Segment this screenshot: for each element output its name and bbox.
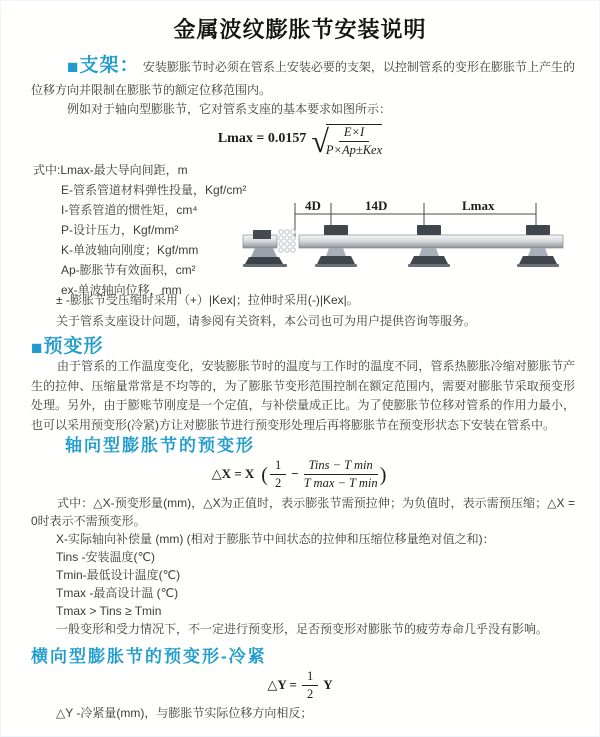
- right-paren: ): [379, 464, 387, 486]
- definition-line: Ap-膨胀节有效面积，cm²: [61, 263, 196, 277]
- lateral-subsection-heading: 横向型膨胀节的预变形-冷紧: [31, 647, 267, 666]
- section-square-icon: ■: [67, 57, 79, 78]
- fraction-denominator: 2: [274, 475, 282, 490]
- left-paren: (: [261, 464, 268, 486]
- dim-label-4d: 4D: [305, 198, 321, 213]
- formula-dy-rhs: Y: [323, 677, 333, 692]
- dim-label-14d: 14D: [365, 198, 388, 213]
- predeform-body-paragraph: 由于管系的工作温度变化，安装膨胀节时的温度与工作时的温度不同，管系热膨胀冷缩对膨胀节产生的拉伸、压缩量常常是不均等的，为了膨胀节变形范围控制在额定范围内，需要对膨胀节采取预变形处理。另外，由于膨账节刚度是一个定值，与补偿量成正比。为了使膨胀节位移对管系的作用力最小，也可以采用预变形(冷紧)方让对膨胀节进行预变形处理后再将膨胀节在预变形状态下安装在管系中。: [31, 359, 575, 432]
- definition-line: K-单波轴向刚度；Kgf/mm: [61, 243, 199, 257]
- formula-lmax-denominator: P×Ap±Kex: [325, 143, 383, 157]
- one-half-fraction: [270, 458, 286, 491]
- fraction-numerator: 1: [270, 458, 286, 475]
- predeform-section-heading: [31, 331, 104, 360]
- symbol-definition-list: [33, 160, 246, 300]
- definition-line: 式中:Lmax-最大导向间距，m: [33, 163, 188, 177]
- pipe-run: [299, 235, 563, 248]
- formula-delta-x: [1, 457, 599, 491]
- note-line: Tmax -最高设计温 (℃): [56, 586, 179, 601]
- section-square-icon: ■: [31, 338, 43, 359]
- formula-lmax-lhs: Lmax = 0.0157: [217, 131, 307, 146]
- bellows-icon: [279, 230, 295, 252]
- minus-sign: −: [291, 466, 299, 481]
- lateral-note-line: △Y -冷紧量(mm)，与膨胀节实际位移方向相反；: [56, 706, 313, 720]
- consult-note-line: 关于管系支座设计问题，请参阅有关资料，本公司也可为用户提供咨询等服务。: [56, 314, 477, 328]
- sqrt-radical-glyph: √: [311, 123, 329, 159]
- dim-label-lmax: Lmax: [462, 198, 495, 213]
- support-section-heading: 支架：: [79, 55, 140, 76]
- note-line: Tmin-最低设计温度(℃): [56, 568, 181, 583]
- one-half-fraction: [302, 669, 318, 702]
- axial-shizhong-paragraph: 式中：△X-预变形量(mm)，△X为正值时，表示膨张节需预拉伸；为负值时，表示需预压缩；△X = 0时表示不需预变形。: [31, 496, 575, 529]
- formula-delta-y: [1, 669, 599, 701]
- definition-line: E-管系管道材料弹性投量，Kgf/cm²: [61, 183, 247, 197]
- pipe-support-diagram: [241, 195, 566, 287]
- support-paragraph: [31, 55, 575, 101]
- note-line: Tmax > Tins ≥ Tmin: [56, 604, 162, 619]
- formula-lmax: [1, 121, 599, 157]
- formula-dx-lhs: △X = X: [211, 466, 255, 481]
- page-title: 金属波纹膨胀节安装说明: [173, 17, 427, 42]
- fraction-denominator: 2: [306, 686, 314, 701]
- axial-notes-list: [56, 530, 548, 639]
- fraction-numerator: 1: [302, 669, 318, 686]
- fraction-denominator: T max − T min: [303, 475, 378, 490]
- definition-line: I-管系管道的惯性矩，cm⁴: [61, 203, 198, 217]
- predeform-heading-text: 预变形: [43, 336, 104, 357]
- formula-lmax-fraction: [326, 124, 382, 158]
- definition-line: P-设计压力，Kgf/mm²: [61, 223, 179, 237]
- definition-line: ex-单波轴向位移，mm: [61, 283, 182, 297]
- formula-dy-lhs: △Y =: [267, 677, 297, 692]
- fraction-numerator: Tins − T min: [304, 458, 378, 475]
- note-line: Tins -安装温度(℃): [56, 550, 156, 565]
- support-example-line: 例如对于轴向型膨胀节，它对管系支座的基本要求如图所示：: [67, 102, 392, 116]
- note-line: 一般变形和受力情况下，不一定进行预变形，足否预变形对膨胀节的疲劳寿命几乎没有影响。: [56, 622, 549, 637]
- axial-subsection-heading: 轴向型膨胀节的预变形: [65, 436, 255, 455]
- temperature-fraction: [304, 458, 378, 491]
- formula-lmax-numerator: E×I: [339, 125, 369, 142]
- pm-note-line: ± -膨胀节受压缩时采用（+）|Kex|；拉伸时采用(-)|Kex|。: [56, 293, 359, 307]
- note-line: X-实际轴向补偿量 (mm) (相对于膨胀节中间状态的拉伸和压缩位移量绝对值之和)：: [56, 532, 495, 546]
- support-intro-text: 安装膨胀节时必须在管系上安装必要的支架，以控制管系的变形在膨胀节上产生的位移方向并限制在膨胀节的额定位移范围内。: [31, 60, 575, 97]
